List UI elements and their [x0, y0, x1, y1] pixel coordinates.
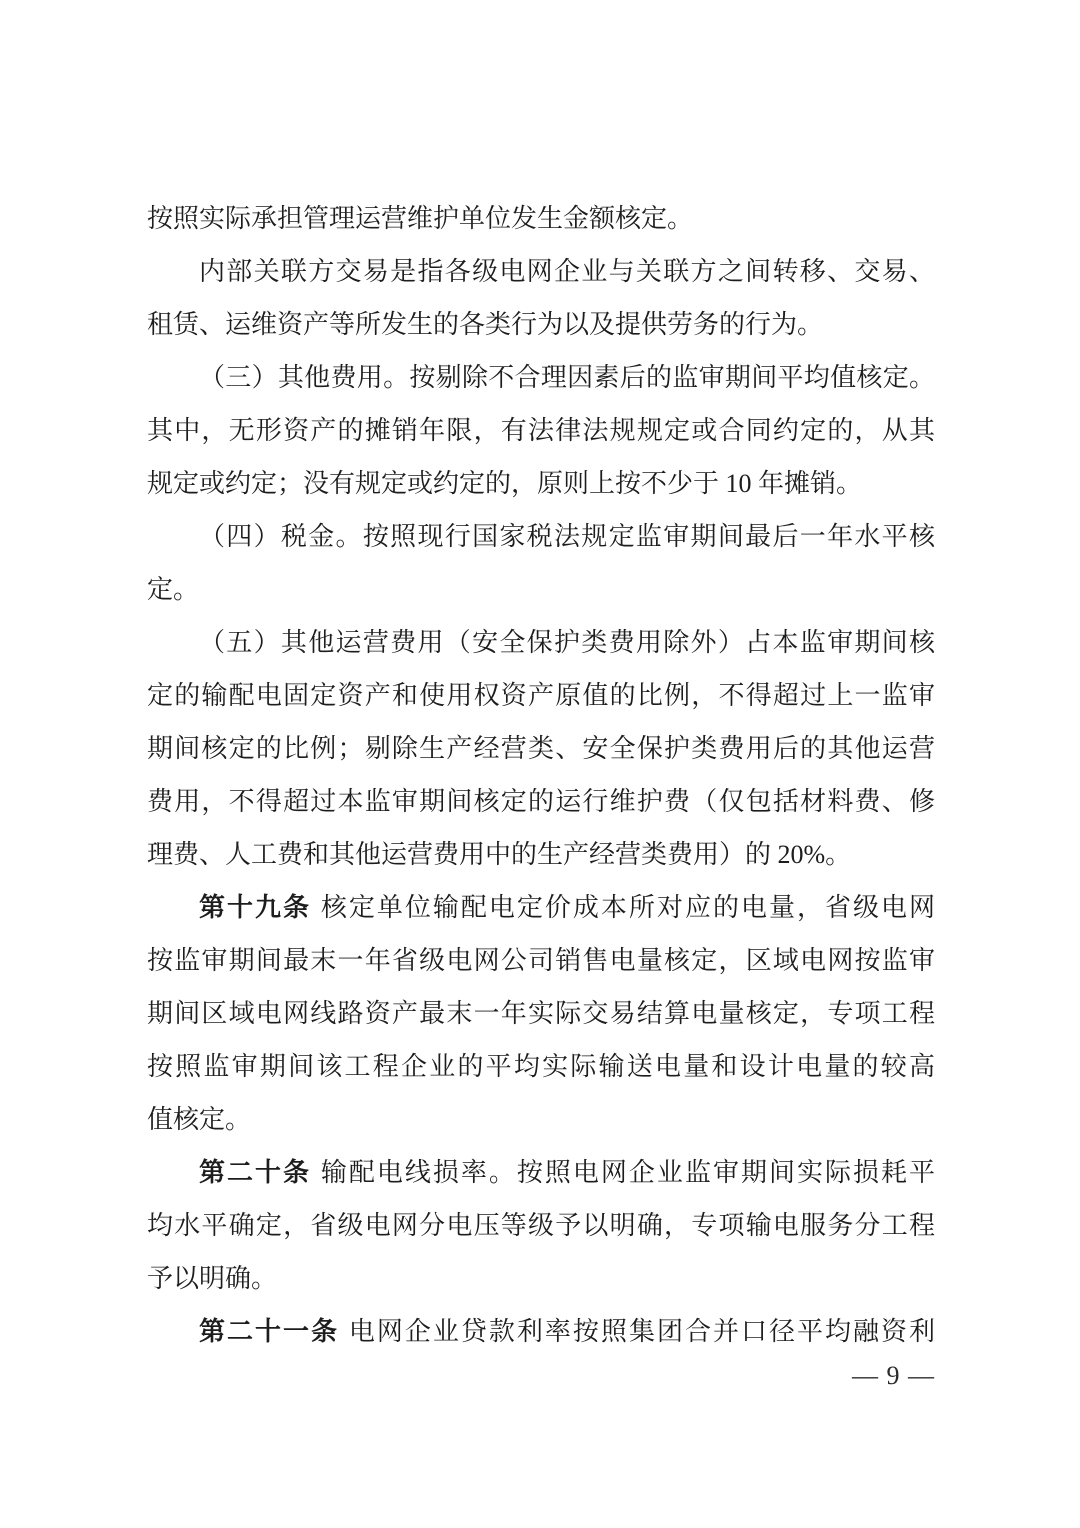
paragraph-article-20: [147, 1146, 935, 1305]
document-body: [147, 192, 935, 1358]
text-line: （五）其他运营费用（安全保护类费用除外）占本监审期间核: [199, 628, 935, 657]
page-number: — 9 —: [852, 1361, 935, 1390]
paragraph-article-19: [147, 881, 935, 1146]
text-line: 理费、人工费和其他运营费用中的生产经营类费用）的 20%。: [147, 840, 852, 869]
article-number: 第十九条: [199, 892, 312, 922]
paragraph-internal-related-party-definition: [147, 245, 935, 351]
text-line: （三）其他费用。按剔除不合理因素后的监审期间平均值核定。: [199, 363, 935, 392]
text-line: （四）税金。按照现行国家税法规定监审期间最后一年水平核: [199, 522, 935, 551]
text-line: 按监审期间最末一年省级电网公司销售电量核定，区域电网按监审: [147, 946, 935, 975]
text-line: 值核定。: [147, 1105, 252, 1134]
text-line: 均水平确定，省级电网分电压等级予以明确，专项输电服务分工程: [147, 1211, 935, 1240]
text-line: 按照监审期间该工程企业的平均实际输送电量和设计电量的较高: [147, 1052, 935, 1081]
text-line: 费用，不得超过本监审期间核定的运行维护费（仅包括材料费、修: [147, 787, 935, 816]
paragraph-item-five-other-operating-fees: [147, 616, 935, 881]
article-text: 电网企业贷款利率按照集团合并口径平均融资利: [348, 1317, 935, 1346]
text-line: 定的输配电固定资产和使用权资产原值的比例，不得超过上一监审: [147, 681, 935, 710]
text-line: 内部关联方交易是指各级电网企业与关联方之间转移、交易、: [199, 257, 935, 286]
article-number: 第二十条: [199, 1157, 312, 1187]
text-line: [147, 881, 935, 934]
paragraph-item-four-taxes: [147, 510, 935, 616]
text-line: 按照实际承担管理运营维护单位发生金额核定。: [147, 204, 694, 233]
text-line: 予以明确。: [147, 1264, 278, 1293]
text-line: 租赁、运维资产等所发生的各类行为以及提供劳务的行为。: [147, 310, 824, 339]
text-line: 期间核定的比例；剔除生产经营类、安全保护类费用后的其他运营: [147, 734, 935, 763]
paragraph-item-three-other-fees: [147, 351, 935, 510]
text-line: [147, 1146, 935, 1199]
text-line: [147, 1305, 935, 1358]
paragraph-continuation: [147, 192, 935, 245]
paragraph-article-21: [147, 1305, 935, 1358]
text-line: 规定或约定；没有规定或约定的，原则上按不少于 10 年摊销。: [147, 469, 863, 498]
text-line: 期间区域电网线路资产最末一年实际交易结算电量核定，专项工程: [147, 999, 935, 1028]
article-text: 输配电线损率。按照电网企业监审期间实际损耗平: [320, 1158, 935, 1187]
text-line: 定。: [147, 575, 200, 604]
article-text: 核定单位输配电定价成本所对应的电量，省级电网: [320, 893, 935, 922]
text-line: 其中，无形资产的摊销年限，有法律法规规定或合同约定的，从其: [147, 416, 935, 445]
article-number: 第二十一条: [199, 1316, 340, 1346]
